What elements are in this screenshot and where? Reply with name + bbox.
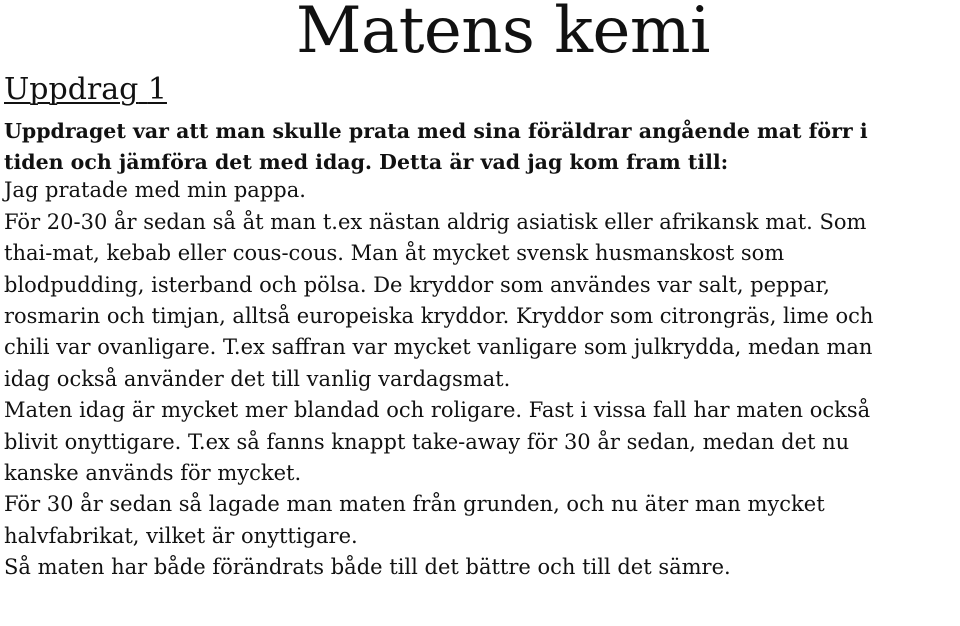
- paragraph-line: Uppdraget var att man skulle prata med sina föräldrar angående mat förr i: [4, 119, 868, 143]
- paragraph-line: idag också använder det till vanlig vardagsmat.: [4, 366, 511, 391]
- paragraph-line: halvfabrikat, vilket är onyttigare.: [4, 523, 358, 548]
- paragraph-line: thai-mat, kebab eller cous-cous. Man åt mycket svensk husmanskost som: [4, 241, 785, 266]
- paragraph-line: blivit onyttigare. T.ex så fanns knappt take-away för 30 år sedan, medan det nu: [4, 429, 850, 454]
- paragraph-line: blodpudding, isterband och pölsa. De kryddor som användes var salt, peppar,: [4, 272, 830, 297]
- page-title: Matens kemi: [296, 0, 710, 68]
- paragraph-line: För 20-30 år sedan så åt man t.ex nästan aldrig asiatisk eller afrikansk mat. Som: [4, 209, 867, 234]
- section-heading-number: 1: [147, 72, 167, 107]
- paragraph-line: chili var ovanligare. T.ex saffran var mycket vanligare som julkrydda, medan man: [4, 335, 873, 360]
- paragraph-line: tiden och jämföra det med idag. Detta är vad jag kom fram till:: [4, 150, 729, 175]
- paragraph-line: kanske används för mycket.: [4, 460, 302, 485]
- body-text: [4, 116, 956, 583]
- paragraph-line: Maten idag är mycket mer blandad och roligare. Fast i vissa fall har maten också: [4, 398, 871, 423]
- section-heading: [4, 72, 167, 107]
- paragraph-line: För 30 år sedan så lagade man maten från grunden, och nu äter man mycket: [4, 492, 825, 517]
- paragraph-line: rosmarin och timjan, alltså europeiska kryddor. Kryddor som citrongräs, lime och: [4, 303, 874, 328]
- paragraph-line: Jag pratade med min pappa.: [4, 178, 306, 203]
- paragraph-line: Så maten har både förändrats både till det bättre och till det sämre.: [4, 555, 731, 580]
- section-heading-label: Uppdrag: [4, 72, 139, 107]
